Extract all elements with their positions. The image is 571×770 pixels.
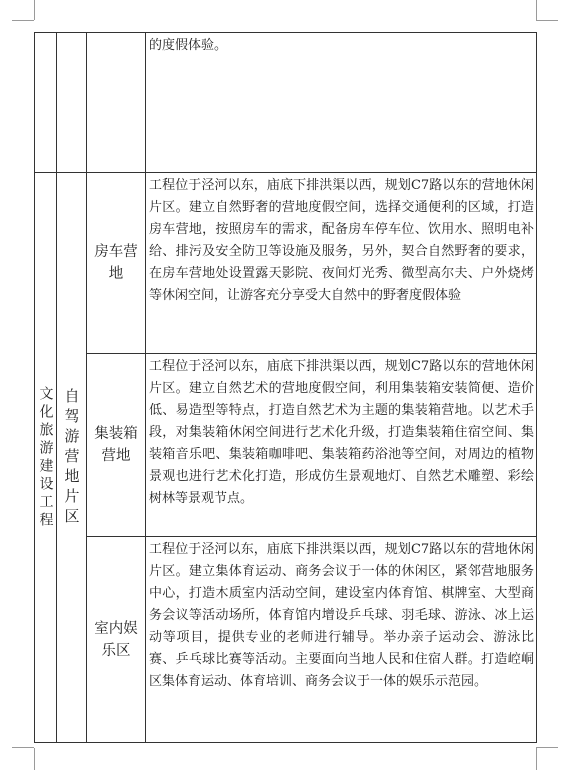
category-label: 文化旅游建设工程 [37,385,54,530]
subitem-label: 房车营地 [94,244,138,282]
table-row [35,33,537,173]
content-cell [146,173,537,354]
subitem-cell [87,173,146,354]
zone-cell-empty [57,33,87,173]
crop-mark [12,20,34,21]
content-text: 的度假体验。 [149,38,228,53]
crop-mark [536,20,558,21]
crop-mark [34,0,35,20]
content-text: 工程位于泾河以东，庙底下排洪渠以西，规划C7路以东的营地休闲片区。建立自然野奢的营地度假空间，选择交通便利的区域，打造房车营地，按照房车的需求，配备房车停车位、饮用水、照明电补给、排污及安全防卫等设施及服务，另外，契合自然野奢的要求，在房车营地处设置露天影院、夜间灯光秀、微型高尔夫、户外烧烤等休闲空间，让游客充分享受大自然中的野奢度假体验 [149,178,534,303]
crop-mark [34,748,35,770]
crop-mark [536,748,537,770]
content-text: 工程位于泾河以东，庙底下排洪渠以西，规划C7路以东的营地休闲片区。建立自然艺术的营地度假空间，利用集装箱安装简便、造价低、易造型等特点，打造自然艺术为主题的集装箱营地。以艺术手段，对集装箱休闲空间进行艺术化升级，打造集装箱住宿空间、集装箱音乐吧、集装箱咖啡吧、集装箱药浴池等空间，对周边的植物景观也进行艺术化打造，形成仿生景观地灯、自然艺术雕塑、彩绘树林等景观节点。 [149,359,534,506]
zone-cell [57,173,87,743]
subitem-label: 集装箱营地 [94,426,138,464]
project-table [34,32,537,743]
table-row [35,537,537,743]
table-row [35,354,537,537]
category-cell-empty [35,33,57,173]
subitem-cell [87,537,146,743]
subitem-label: 室内娱乐区 [94,620,138,659]
subitem-cell [87,354,146,537]
crop-mark [12,747,34,748]
content-text: 工程位于泾河以东，庙底下排洪渠以西，规划C7路以东的营地休闲片区。建立集体育运动、商务会议于一体的休闲区，紧邻营地服务中心，打造木质室内活动空间，建设室内体育馆、棋牌室、大型商务会议等活动场所，体育馆内增设乒乓球、羽毛球、游泳、冰上运动等项目，提供专业的老师进行辅导。举办亲子运动会、游泳比赛、乒乓球比赛等活动。主要面向当地人民和住宿人群。打造崆峒区集体育运动、体育培训、商务会议于一体的娱乐示范园。 [149,542,534,689]
crop-mark [536,0,537,20]
content-cell [146,537,537,743]
zone-label: 自驾游营地片区 [62,387,81,528]
content-cell [146,33,537,173]
subitem-cell-empty [87,33,146,173]
crop-mark [536,747,558,748]
content-cell [146,354,537,537]
table-row [35,173,537,354]
category-cell [35,173,57,743]
